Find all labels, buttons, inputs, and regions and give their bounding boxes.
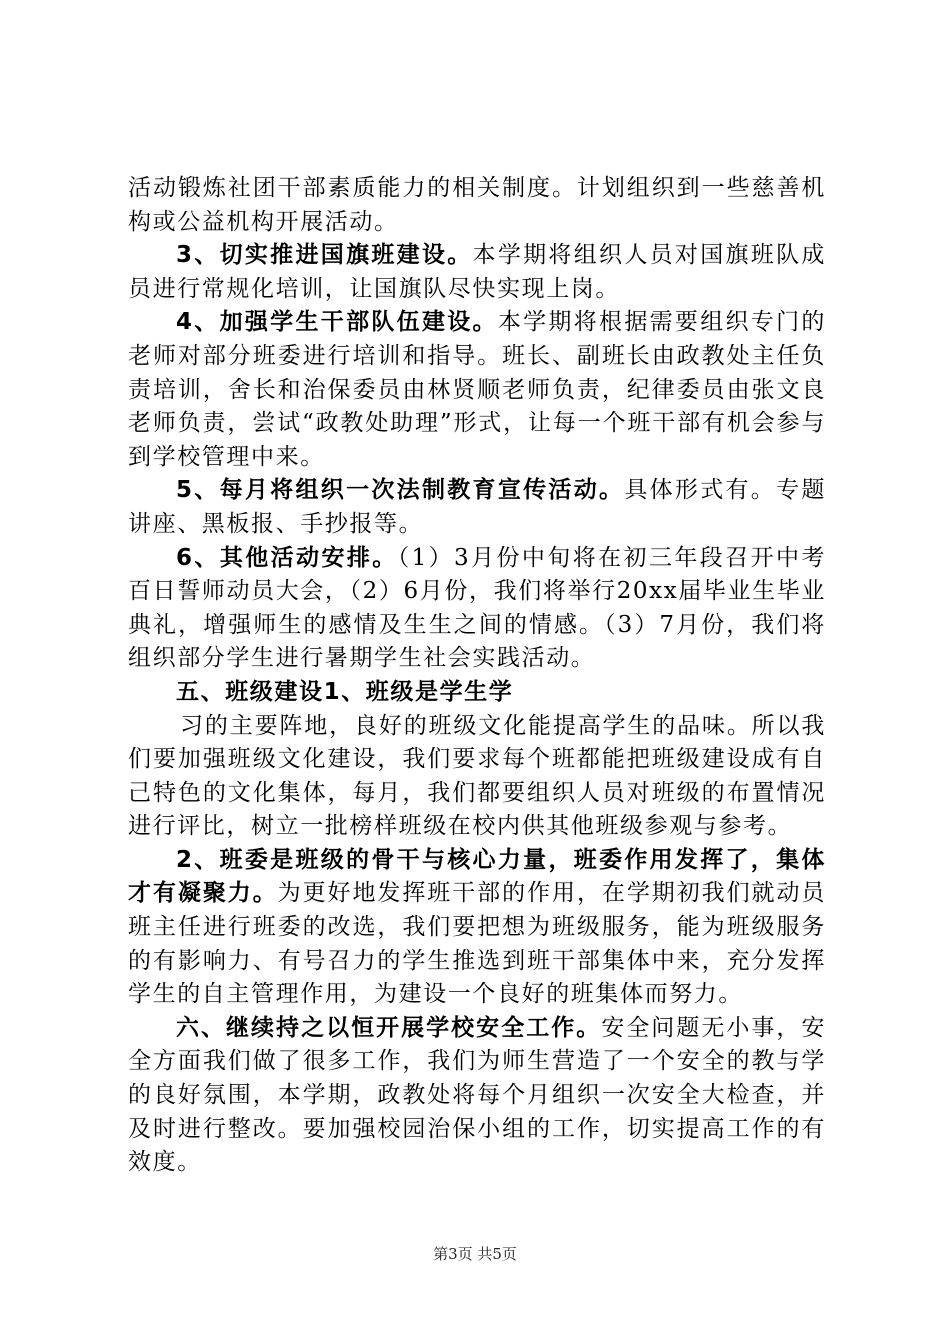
paragraph-8-heading: 2、班委是班级的骨干与核心力量，班委作用发挥了，集体才有凝聚力。 — [128, 846, 826, 907]
paragraph-9 — [128, 1012, 826, 1180]
paragraph-8-text: 为更好地发挥班干部的作用，在学期初我们就动员班主任进行班委的改选，我们要把想为班级服务，能为班级服务的有影响力、有号召力的学生推选到班干部集体中来，充分发挥学生的自主管理作用，为建设一个良好的班集体而努力。 — [128, 880, 827, 1008]
paragraph-4-text: 具体形式有。专题讲座、黑板报、手抄报等。 — [128, 477, 826, 537]
paragraph-4-heading: 5、每月将组织一次法制教育宣传活动。 — [176, 477, 625, 504]
paragraph-5-text: （1）3月份中旬将在初三年段召开中考百日誓师动员大会，（2）6月份，我们将举行20xx届毕业生毕业典礼，增强师生的感情及生生之间的情感。（3）7月份，我们将组织部分学生进行暑期学生社会实践活动。 — [128, 544, 826, 672]
paragraph-2 — [128, 239, 826, 306]
paragraph-9-text: 安全问题无小事，安全方面我们做了很多工作，我们为师生营造了一个安全的教与学的良好氛围，本学期，政教处将每个月组织一次安全大检查，并及时进行整改。要加强校园治保小组的工作，切实提高工作的有效度。 — [128, 1014, 826, 1176]
paragraph-7 — [128, 710, 826, 844]
paragraph-6 — [128, 676, 826, 710]
paragraph-5-heading: 6、其他活动安排。 — [176, 544, 398, 571]
paragraph-8 — [128, 844, 826, 1012]
page-number-footer: 第3页 共5页 — [433, 1245, 517, 1263]
document-body — [128, 172, 826, 1180]
paragraph-2-text: 本学期将组织人员对国旗班队成员进行常规化培训，让国旗队尽快实现上岗。 — [128, 242, 826, 302]
paragraph-1-text: 活动锻炼社团干部素质能力的相关制度。计划组织到一些慈善机构或公益机构开展活动。 — [128, 175, 826, 235]
paragraph-7-text: 习的主要阵地，良好的班级文化能提高学生的品味。所以我们要加强班级文化建设，我们要求每个班都能把班级建设成有自己特色的文化集体，每月，我们都要组织人员对班级的布置情况进行评比，树立一批榜样班级在校内供其他班级参观与参考。 — [128, 712, 826, 840]
paragraph-1 — [128, 172, 826, 239]
paragraph-3 — [128, 306, 826, 474]
paragraph-5 — [128, 542, 826, 676]
section-six-heading: 六、继续持之以恒开展学校安全工作。 — [176, 1014, 602, 1041]
paragraph-3-text: 本学期将根据需要组织专门的老师对部分班委进行培训和指导。班长、副班长由政教处主任负责培训，舍长和治保委员由林贤顺老师负责，纪律委员由张文良老师负责，尝试“政教处助理”形式，让每一个班干部有机会参与到学校管理中来。 — [128, 309, 826, 470]
paragraph-4 — [128, 474, 826, 541]
paragraph-2-heading: 3、切实推进国旗班建设。 — [176, 242, 473, 269]
section-five-heading: 五、班级建设1、班级是学生学 — [176, 678, 514, 705]
paragraph-3-heading: 4、加强学生干部队伍建设。 — [176, 309, 498, 336]
